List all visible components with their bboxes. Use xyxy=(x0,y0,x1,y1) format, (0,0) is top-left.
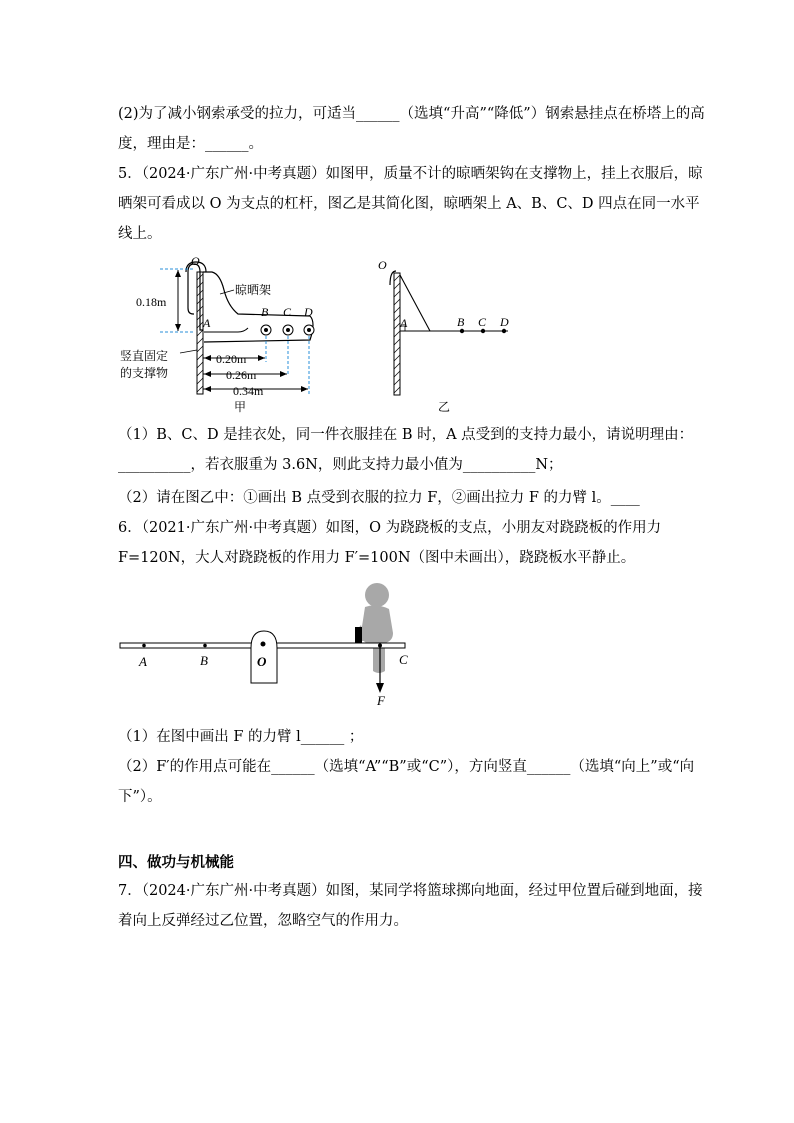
seesaw-label-b: B xyxy=(200,653,208,668)
fig-yi-label-o: O xyxy=(378,258,387,272)
fig-jia-label-a: A xyxy=(203,316,211,330)
fig-jia-rack-label: 晾晒架 xyxy=(235,283,272,297)
fig-jia-label-o: O xyxy=(191,254,200,268)
yi-point-c xyxy=(481,329,485,333)
q6-sub1-line: （1）在图中画出 F 的力臂 l______ ； xyxy=(118,729,364,745)
q6-sub2-line2: 下”）。 xyxy=(118,789,162,805)
fig-jia-support-label-2: 的支撑物 xyxy=(120,366,169,380)
handle xyxy=(355,627,362,643)
fig-jia-dim-026: 0.26m xyxy=(226,368,257,382)
q5-sub1-line2: __________，若衣服重为 3.6N，则此支持力最小值为__________N； xyxy=(118,457,563,473)
q7-stem-line1: 7．（2024·广东广州·中考真题）如图，某同学将篮球掷向地面，经过甲位置后碰到地面，接 xyxy=(118,883,703,899)
fig-yi-label-d: D xyxy=(500,315,509,329)
figure-jia xyxy=(120,250,340,420)
seesaw-label-o: O xyxy=(257,654,267,669)
figure-yi xyxy=(368,255,528,420)
fig-yi-label-c: C xyxy=(478,315,487,329)
fig-yi-label-b: B xyxy=(457,315,465,329)
q6-stem-line2: F=120N，大人对跷跷板的作用力 F′=100N（图中未画出），跷跷板水平静止。 xyxy=(118,550,636,566)
yi-point-d xyxy=(502,329,506,333)
q6-stem-line1: 6．（2021·广东广州·中考真题）如图，O 为跷跷板的支点，小朋友对跷跷板的作用力 xyxy=(118,520,662,536)
fig-jia-label-d: D xyxy=(304,305,313,319)
force-arrowhead xyxy=(376,683,384,693)
q4-sub2-line1: (2)为了减小钢索承受的拉力，可适当______（选填“升高”“降低”）钢索悬挂点在桥塔上的高 xyxy=(118,106,705,122)
fig-jia-label-c: C xyxy=(283,305,292,319)
point-a xyxy=(142,644,146,648)
yi-point-b xyxy=(460,329,464,333)
q4-sub2-line2: 度，理由是：______。 xyxy=(118,136,263,152)
fig-jia-label-b: B xyxy=(261,305,269,319)
q6-sub2-line1: （2）F′的作用点可能在______（选填“A”“B”或“C”），方向竖直______（选填“向上”或“向 xyxy=(118,759,695,775)
q7-stem-line2: 着向上反弹经过乙位置，忽略空气的作用力。 xyxy=(118,913,408,929)
fig-jia-dim-034: 0.34m xyxy=(233,384,264,398)
q5-sub1-line1: （1）B、C、D 是挂衣处，同一件衣服挂在 B 时，A 点受到的支持力最小，请说明理由： xyxy=(118,427,694,443)
q5-stem-line3: 线上。 xyxy=(118,226,162,242)
seesaw-label-a: A xyxy=(139,654,147,669)
q5-sub2-line: （2）请在图乙中：①画出 B 点受到衣服的拉力 F，②画出拉力 F 的力臂 l。____ xyxy=(118,490,640,506)
fig-jia-support-label-1: 竖直固定 xyxy=(120,349,169,363)
point-b xyxy=(203,644,207,648)
section-4-heading: 四、做功与机械能 xyxy=(118,855,234,871)
seesaw-label-c: C xyxy=(399,652,408,667)
child-silhouette xyxy=(357,583,393,673)
seesaw-label-f: F xyxy=(377,693,385,708)
pivot-point xyxy=(261,642,266,647)
fig-jia-dim-020: 0.20m xyxy=(216,352,247,366)
fig-yi-caption: 乙 xyxy=(438,400,451,414)
figure-seesaw xyxy=(115,575,435,710)
point-c xyxy=(378,644,382,648)
q5-stem-line2: 晒架可看成以 O 为支点的杠杆，图乙是其简化图，晾晒架上 A、B、C、D 四点在同一水平 xyxy=(118,196,700,212)
q5-stem-line1: 5．（2024·广东广州·中考真题）如图甲，质量不计的晾晒架钩在支撑物上，挂上衣服后，晾 xyxy=(118,166,703,182)
fig-jia-caption: 甲 xyxy=(234,400,247,414)
fig-yi-label-a: A xyxy=(400,316,408,330)
fig-jia-dim-018: 0.18m xyxy=(136,295,167,309)
